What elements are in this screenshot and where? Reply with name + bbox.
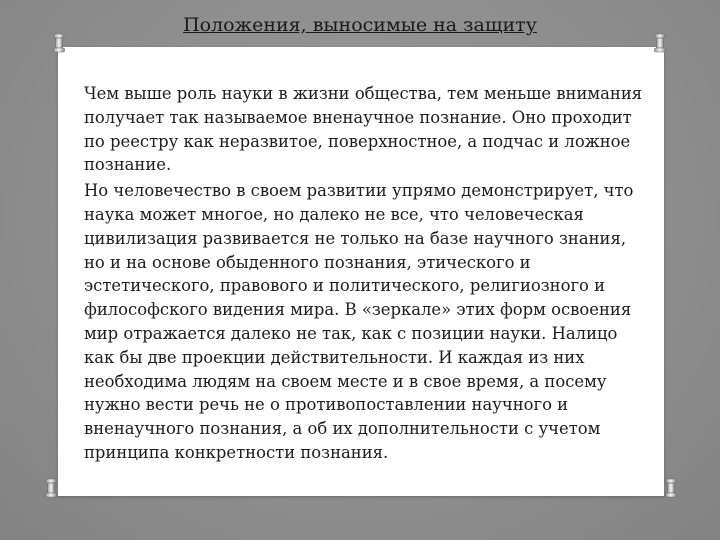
paragraph: Чем выше роль науки в жизни общества, тем меньше внимания получает так называемое вненаучное познание. Оно проходит по реестру как неразвитое, поверхностное, а подчас и ложное познание. bbox=[84, 84, 643, 175]
pushpin-icon bbox=[653, 33, 667, 55]
slide-title bbox=[0, 14, 720, 36]
slide-title-text: Положения, выносимые на защиту bbox=[183, 14, 537, 36]
slide-body-text bbox=[84, 82, 644, 467]
pushpin-icon bbox=[664, 478, 678, 500]
pushpin-icon bbox=[52, 33, 66, 55]
pushpin-icon bbox=[44, 478, 58, 500]
paragraph: Но человечество в своем развитии упрямо демонстрирует, что наука может многое, но далеко не все, что человеческая цивилизация развивается не только на базе научного знания, но и на основе обыденного познания, этического и эстетического, правового и политического, религиозного и философского видения мира. В «зеркале» этих форм освоения мир отражается далеко не так, как с позиции науки. Налицо как бы две проекции действительности. И каждая из них необходима людям на своем месте и в свое время, а посему нужно вести речь не о противопоставлении научного и вненаучного познания, а об их дополнительности с учетом принципа конкретности познания. bbox=[84, 181, 634, 462]
